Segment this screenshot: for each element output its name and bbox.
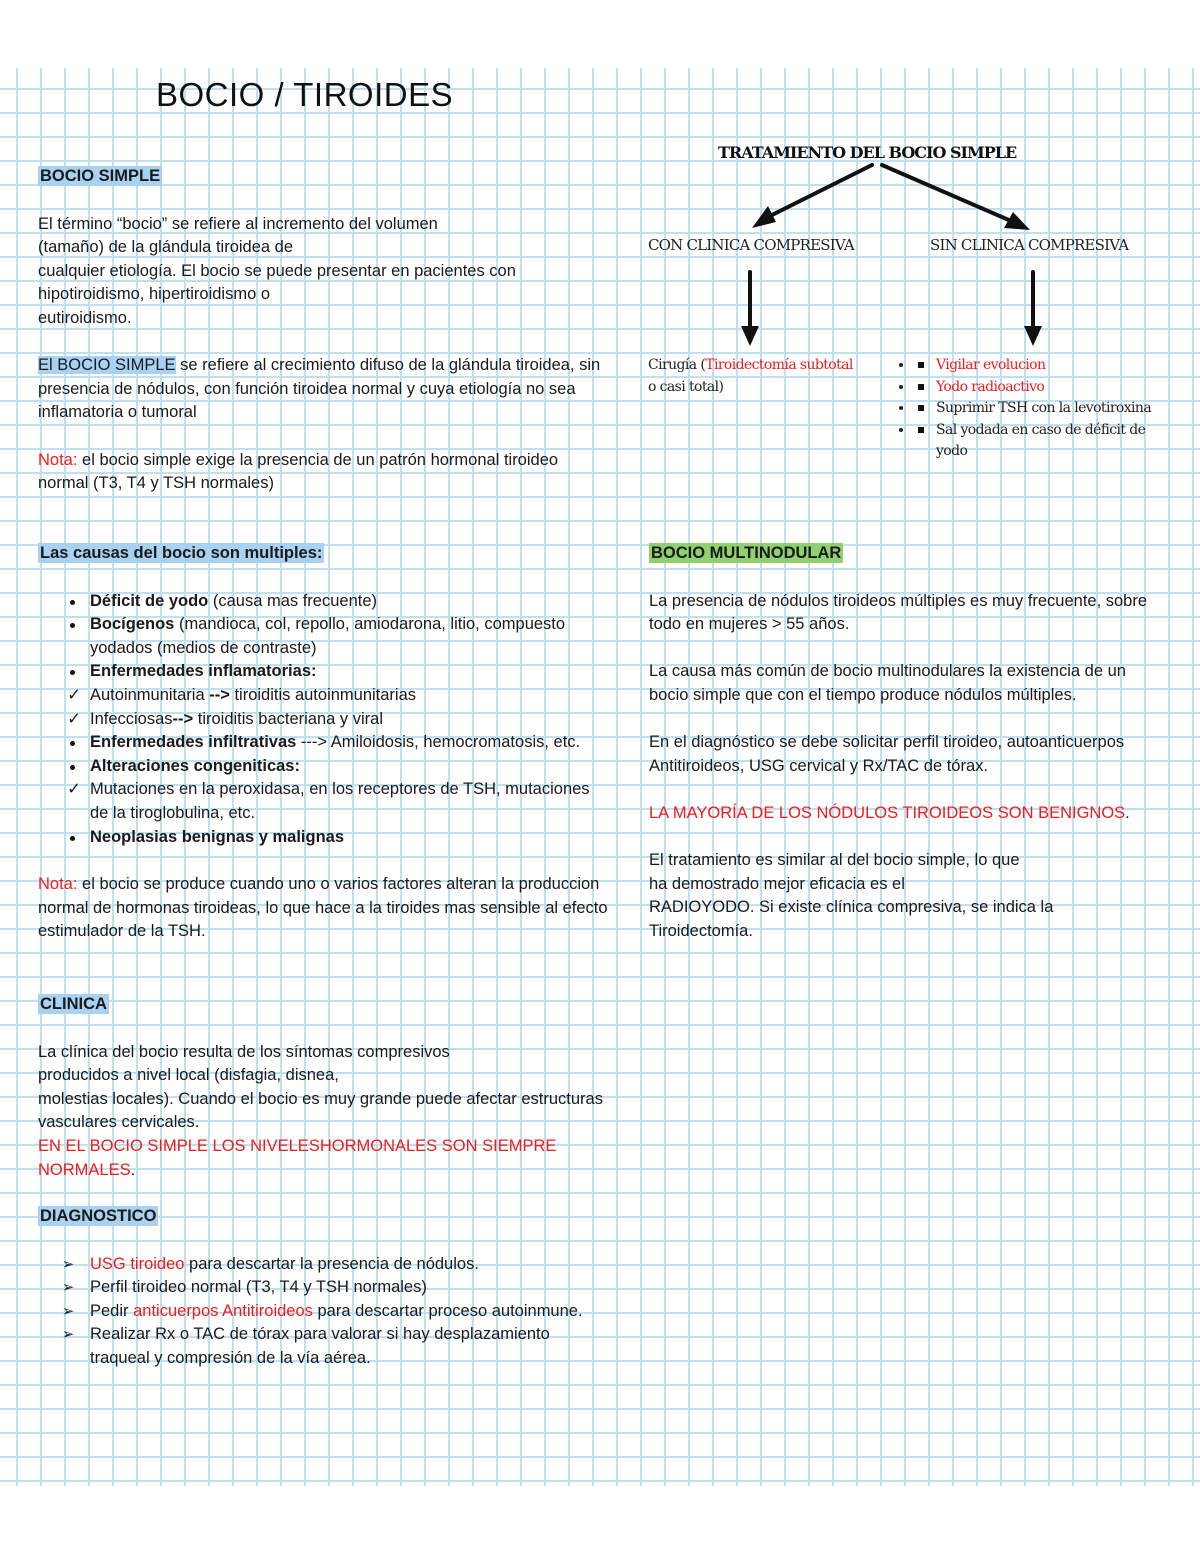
sin-clinica-list <box>914 355 1164 463</box>
clinica-red-note: EN EL BOCIO SIMPLE LOS NIVELESHORMONALES SON SIEMPRE NORMALES. <box>38 1136 557 1179</box>
list-item: Enfermedades infiltrativas ---> Amiloidosis, hemocromatosis, etc. <box>90 733 581 752</box>
arrowhead-left-diagonal <box>752 206 776 228</box>
list-item: ➢ Perfil tiroideo normal (T3, T4 y TSH normales) <box>38 1276 610 1300</box>
list-item: • Sal yodada en caso de déficit de yodo <box>914 420 1164 463</box>
causas-list <box>38 590 610 850</box>
diagnostico-list <box>38 1253 610 1371</box>
tratamiento-title: TRATAMIENTO DEL BOCIO SIMPLE <box>718 143 1017 162</box>
multinodular-red-note: LA MAYORÍA DE LOS NÓDULOS TIROIDEOS SON BENIGNOS. <box>649 803 1130 822</box>
arrow-bullet-icon: ➢ <box>61 1326 75 1344</box>
arrow-left-diagonal <box>762 165 872 220</box>
multinodular-p3: En el diagnóstico se debe solicitar perfil tiroideo, autoanticuerpos Antitiroideos, USG cervical y Rx/TAC de tórax. <box>649 733 1125 775</box>
multinodular-heading: BOCIO MULTINODULAR <box>651 544 842 562</box>
list-item: Bocígenos (mandioca, col, repollo, amiodarona, litio, compuesto yodados (medios de contraste) <box>90 615 566 657</box>
multinodular-p4-rest: RADIOYODO. Si existe clínica compresiva, se indica la Tiroidectomía. <box>649 898 1054 940</box>
bocio-simple-highlight: El BOCIO SIMPLE <box>38 356 176 375</box>
list-item: ➢ Pedir anticuerpos Antitiroideos para descartar proceso autoinmune. <box>38 1300 610 1324</box>
check-icon: ✓ <box>67 685 81 704</box>
nota-2-text: el bocio se produce cuando uno o varios factores alteran la produccion normal de hormonas tiroideas, lo que hace a la tiroides mas sensible al efecto estimulador de la TSH. <box>38 875 608 941</box>
page-title: BOCIO / TIROIDES <box>156 76 454 113</box>
arrowhead-left-down <box>741 326 759 346</box>
clinica-section <box>38 993 610 1182</box>
bocio-simple-heading: BOCIO SIMPLE <box>40 167 161 185</box>
list-item: • Suprimir TSH con la levotiroxina <box>914 398 1164 420</box>
list-item: Alteraciones congeniticas: <box>90 756 300 775</box>
clinica-line1: La clínica del bocio resulta de los síntomas compresivos <box>38 1042 450 1061</box>
list-item: ✓ Autoinmunitaria --> tiroiditis autoinmunitarias <box>38 684 610 708</box>
diagnostico-heading: DIAGNOSTICO <box>40 1207 157 1225</box>
multinodular-p4-line1: El tratamiento es similar al del bocio simple, lo que <box>649 851 1020 870</box>
cirugia-text: Cirugía (Tiroidectomía subtotal o casi total) <box>648 357 853 395</box>
nota-2 <box>38 873 610 944</box>
multinodular-p2: La causa más común de bocio multinodulares la existencia de un bocio simple que con el tiempo produce nódulos múltiples. <box>649 662 1126 704</box>
clinica-heading: CLINICA <box>40 995 107 1013</box>
bocio-def-rest: cualquier etiología. El bocio se puede presentar en pacientes con hipotiroidismo, hipertiroidismo o <box>38 261 516 304</box>
branch-con-clinica: CON CLINICA COMPRESIVA <box>648 236 854 254</box>
list-item: ✓ Mutaciones en la peroxidasa, en los receptores de TSH, mutaciones de la tiroglobulina, etc. <box>38 778 610 825</box>
arrow-bullet-icon: ➢ <box>61 1255 75 1273</box>
list-item: • Vigilar evolucion <box>914 355 1164 377</box>
causas-section <box>38 542 610 944</box>
multinodular-p4-line2: ha demostrado mejor eficacia es el <box>649 874 905 893</box>
arrow-bullet-icon: ➢ <box>61 1279 75 1297</box>
causas-heading: Las causas del bocio son multiples: <box>40 544 323 562</box>
clinica-line2: producidos a nivel local (disfagia, disnea, <box>38 1066 339 1085</box>
branch-sin-clinica: SIN CLINICA COMPRESIVA <box>930 236 1129 254</box>
bocio-simple-text: se refiere al crecimiento difuso de la glándula tiroidea, sin presencia de nódulos, con función tiroidea normal y cuya etiología no sea inflamatoria o tumoral <box>38 356 601 422</box>
list-item: Déficit de yodo (causa mas frecuente) <box>90 591 378 610</box>
list-item: Enfermedades inflamatorias: <box>90 662 317 681</box>
nota-1-text: el bocio simple exige la presencia de un patrón hormonal tiroideo normal (T3, T4 y TSH normales) <box>38 450 559 493</box>
list-item: ✓ Infecciosas--> tiroiditis bacteriana y viral <box>38 708 610 732</box>
arrowhead-right-down <box>1024 326 1042 346</box>
list-item: ➢ Realizar Rx o TAC de tórax para valorar si hay desplazamiento traqueal y compresión de la vía aérea. <box>38 1323 610 1370</box>
nota-2-label: Nota: <box>38 875 78 894</box>
multinodular-p1: La presencia de nódulos tiroideos múltiples es muy frecuente, sobre todo en mujeres > 55 años. <box>649 591 1148 634</box>
check-icon: ✓ <box>67 709 81 728</box>
list-item: Neoplasias benignas y malignas <box>90 827 345 846</box>
bocio-def-end: eutiroidismo. <box>38 308 132 327</box>
diagnostico-section <box>38 1205 610 1371</box>
clinica-line3: molestias locales). Cuando el bocio es muy grande puede afectar estructuras vasculares cervicales. <box>38 1089 603 1132</box>
multinodular-section <box>649 542 1149 944</box>
list-item: • Yodo radioactivo <box>914 377 1164 399</box>
bocio-def-line2: (tamaño) de la glándula tiroidea de <box>38 238 294 257</box>
arrow-bullet-icon: ➢ <box>61 1302 75 1320</box>
nota-1-label: Nota: <box>38 450 78 469</box>
bocio-def-line1: El término “bocio” se refiere al incremento del volumen <box>38 214 438 233</box>
arrow-right-diagonal <box>882 165 1018 224</box>
list-item: ➢ USG tiroideo para descartar la presencia de nódulos. <box>38 1253 610 1277</box>
check-icon: ✓ <box>67 780 81 799</box>
